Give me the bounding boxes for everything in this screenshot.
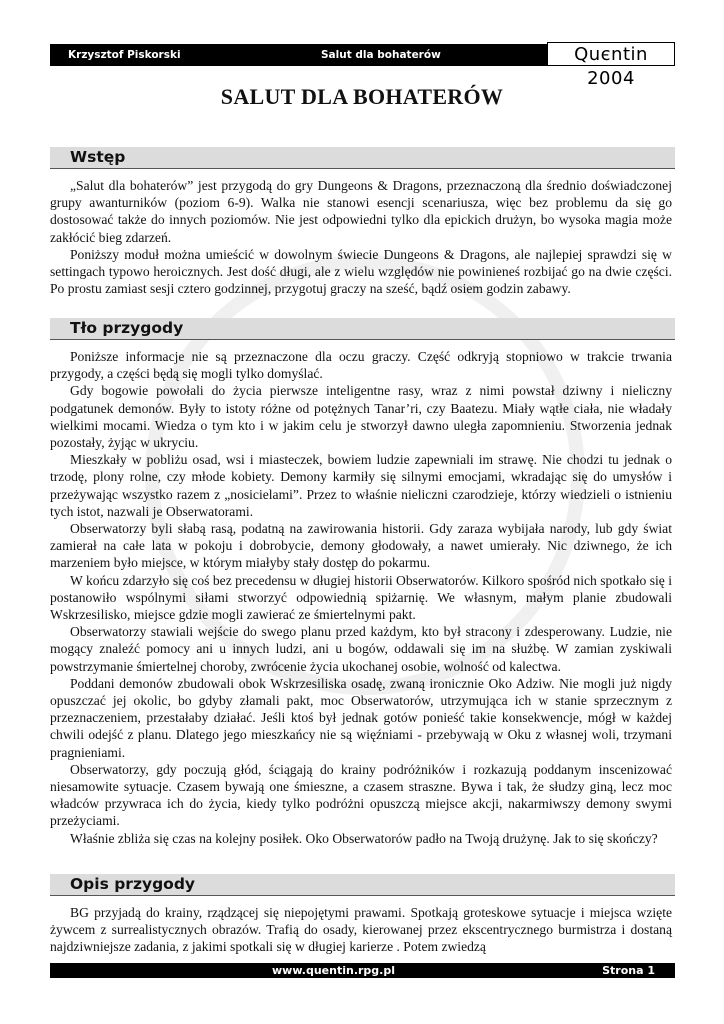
section-heading-intro — [50, 147, 675, 169]
footer-url: www.quentin.rpg.pl — [272, 964, 395, 977]
section-body-background — [50, 348, 672, 847]
header-author: Krzysztof Piskorski — [68, 49, 181, 61]
section-heading-label: Tło przygody — [70, 319, 184, 337]
paragraph: Poddani demonów zbudowali obok Wskrzesiliska osadę, zwaną ironicznie Oko Adziw. Nie mogli już nigdy opuszczać jej okolic, bo gdyby złamali pakt, moc Obserwatorów, utrzymująca ich w stanie sprzecznym z przeznaczeniem, przestałaby działać. Jeśli ktoś był jednak gotów ponieść takie konsekwencje, mógł w każdej chwili odejść z planu. Dlatego jego mieszkańcy nie są więźniami - przebywają w Oku z własnej woli, trzymani pragnieniami. — [50, 675, 672, 760]
paragraph: Poniższy moduł można umieścić w dowolnym świecie Dungeons & Dragons, ale najlepiej sprawdzi się w settingach typowo heroicznych. Jest dość długi, ale z wielu względów nie powinieneś rozbijać go na dwie części. Po prostu zamiast sesji cztero godzinnej, przygotuj graczy na sześć, bądź osiem godzin zabawy. — [50, 246, 672, 297]
paragraph: Mieszkały w pobliżu osad, wsi i miasteczek, bowiem ludzie zapewniali im strawę. Nie chodzi tu jednak o trzodę, plony rolne, czy młode kobiety. Demony karmiły się silnymi emocjami, wkradając się do umysłów i przeżywając wszystko razem z „nosicielami”. Przez to właśnie nieliczni czarodzieje, którzy wiedzieli o istnieniu tych istot, nazwali je Obserwatorami. — [50, 452, 672, 519]
paragraph: W końcu zdarzyło się coś bez precedensu w długiej historii Obserwatorów. Kilkoro spośród nich spotkało się i postanowiło wspólnymi siłami stworzyć odpowiednią spiżarnię. We własnym, małym planie zbudowali Wskrzesilisko, miejsce gdzie mogli zawierać ze śmiertelnymi pakt. — [50, 572, 672, 623]
section-heading-label: Opis przygody — [70, 875, 196, 893]
section-heading-label: Wstęp — [70, 148, 126, 166]
header-title: Salut dla bohaterów — [321, 49, 441, 61]
paragraph: Gdy bogowie powołali do życia pierwsze inteligentne rasy, wraz z nimi powstał dziwny i nieliczny podgatunek demonów. Były to istoty różne od potężnych Tanar’ri, czy Baatezu. Miały wątłe ciała, nie władały wielkimi mocami. Wiedza o tym kto i w jakim celu je stworzył dawno uległa zapomnieniu. Stworzenia jednak pozostały, żyjąc w ukryciu. — [50, 383, 672, 451]
paragraph: Właśnie zbliża się czas na kolejny posiłek. Oko Obserwatorów padło na Twoją drużynę. Jak to się skończy? — [70, 830, 658, 846]
paragraph: Obserwatorzy, gdy poczują głód, ściągają do krainy podróżników i rozkazują poddanym inscenizować niesamowite sytuacje. Czasem bywają one śmieszne, a czasem straszne. Bywa i tak, że słudzy giną, lecz moc władców przywraca ich do życia, kiedy tylko podróżni opuszczą miejsce akcji, nakarmiwszy demony swymi przeżyciami. — [50, 761, 672, 829]
brand-logo: Quєntin 2004 — [547, 42, 675, 66]
section-body-overview — [50, 904, 672, 956]
paragraph: Obserwatorzy stawiali wejście do swego planu przed każdym, kto był stracony i zdesperowany. Ludzie, nie mogący znaleźć pomocy ani u innych ludzi, ani u bogów, oddawali się im na służbę. W zamian zyskiwali powstrzymanie śmiertelnej choroby, zwrócenie życia ukochanej osobie, wolność od kalectwa. — [50, 624, 672, 674]
paragraph: BG przyjadą do krainy, rządzącej się niepojętymi prawami. Spotkają groteskowe sytuacje i miejsca wzięte żywcem z surrealistycznych obrazów. Trafią do osady, kierowanej przez ekscentrycznego burmistrza i dostaną najdziwniejsze zadania, z jakimi spotkali się w długiej karierze . Potem zwiedzą — [50, 905, 672, 955]
footer-bar — [50, 963, 675, 978]
document-title: SALUT DLA BOHATERÓW — [220, 84, 504, 109]
section-heading-overview — [50, 874, 675, 896]
paragraph: Poniższe informacje nie są przeznaczone dla oczu graczy. Część odkryją stopniowo w trakcie trwania przygody, a części będą się mogli tylko domyślać. — [50, 349, 672, 382]
section-heading-background — [50, 318, 675, 340]
paragraph: „Salut dla bohaterów” jest przygodą do gry Dungeons & Dragons, przeznaczoną dla średnio doświadczonej grupy awanturników (poziom 6-9). Walka nie stanowi esencji scenariusza, więc bez problemu da się go dostosować także do innych poziomów. Nie jest odpowiedni tylko dla epickich drużyn, bo wysoka magia może zakłócić bieg zdarzeń. — [50, 178, 672, 245]
section-body-intro — [50, 177, 672, 297]
page-number: Strona 1 — [602, 964, 655, 977]
paragraph: Obserwatorzy byli słabą rasą, podatną na zawirowania historii. Gdy zaraza wybijała narody, lub gdy świat zamierał na całe lata w pokoju i dobrobycie, demony głodowały, a nawet umierały. Nic dziwnego, że ich marzeniem było miejsce, w którym miałyby stały dostęp do pokarmu. — [50, 521, 672, 571]
header-bar — [50, 44, 675, 89]
